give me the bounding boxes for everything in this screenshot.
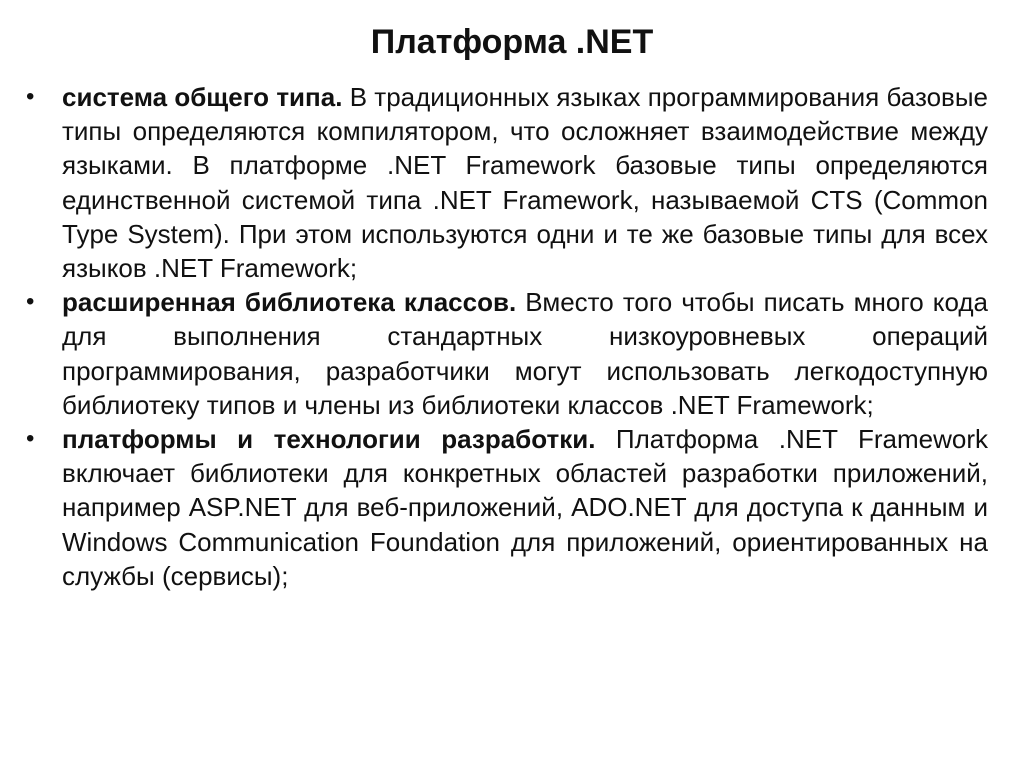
slide-title: Платформа .NET [370, 23, 654, 61]
bullet-text: В традиционных языках программирования базовые типы определяются компилятором, что осложняет взаимодействие между языками. В платформе .NET Framework базовые типы определяются единственной системой типа .NET Framework, называемой CTS (Common Type System). При этом используются одни и те же базовые типы для всех языков .NET Framework; [62, 82, 988, 284]
bullet-marker: • [26, 83, 35, 110]
bullet-item-common-type-system [26, 80, 988, 285]
bullet-list [26, 80, 988, 593]
bullet-text: Вместо того чтобы писать много кода для выполнения стандартных низкоуровневых операций программирования, разработчики могут использовать легкодоступную библиотеку типов и члены из библиотеки классов .NET Framework; [62, 287, 988, 420]
bullet-term: расширенная библиотека классов. [62, 287, 517, 318]
bullet-marker: • [26, 425, 35, 453]
bullet-text: Платформа .NET Framework включает библиотеки для конкретных областей разработки приложений, например ASP.NET для веб-приложений, ADO.NET для доступа к данным и Windows Communication Foundation для приложений, ориентированных на службы (сервисы); [62, 424, 988, 591]
bullet-marker: • [26, 288, 35, 316]
bullet-item-class-library [26, 285, 988, 422]
bullet-term: платформы и технологии разработки. [62, 424, 596, 455]
bullet-item-platforms-technologies [26, 422, 988, 593]
bullet-term: система общего типа. [62, 82, 343, 112]
